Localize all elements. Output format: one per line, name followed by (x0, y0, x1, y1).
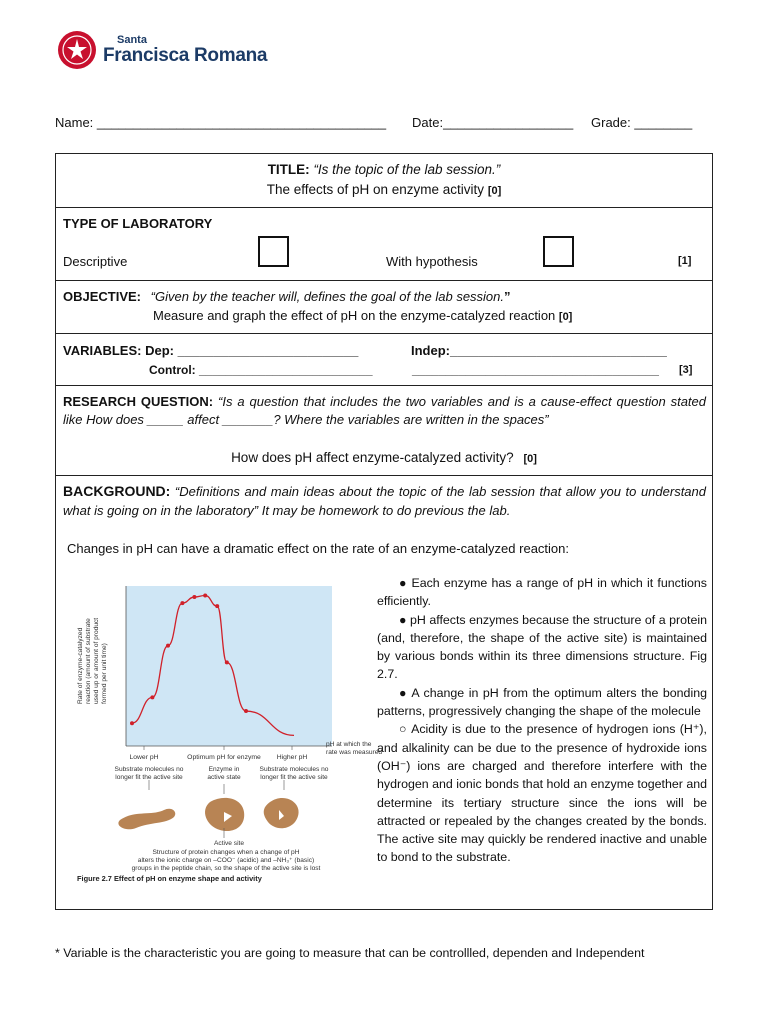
brand-line2: Francisca Romana (103, 45, 268, 66)
svg-text:formed per unit time): formed per unit time) (101, 643, 108, 704)
data-point (166, 644, 170, 648)
bullet-item: ○ Acidity is due to the presence of hydrogen ions (H⁺), and alkalinity can be due to the presence of hydroxide ions (OH⁻) ions are charged and therefore interfere with the hydrogen and ionic bonds that hold an enzyme together and determine its tertiary structure since the ions will be attracted or repealed by the changes created by the bonds. The active site may quickly be rendered inactive and unable to bond to the substrate. (377, 722, 707, 865)
objective-row (56, 281, 712, 334)
objective-label: OBJECTIVE: (63, 289, 142, 304)
title-mark: [0] (487, 185, 502, 197)
title-hint: “Is the topic of the lab session.” (309, 162, 501, 177)
svg-text:used up or amount of product: used up or amount of product (93, 617, 100, 704)
control-variable-field[interactable]: Control: __________________________ (149, 363, 373, 377)
objective-mark: [0] (558, 311, 573, 323)
hypothesis-label: With hypothesis (386, 254, 478, 269)
brand-line1: Santa (117, 34, 147, 46)
research-mark: [0] (523, 453, 537, 465)
control-variable-field-2[interactable]: _____________________________________ (412, 363, 659, 377)
lab-type-mark: [1] (678, 255, 692, 267)
denatured-enzyme-left (118, 809, 175, 830)
svg-text:Structure of protein changes w: Structure of protein changes when a change of pH (152, 849, 300, 856)
svg-text:Optimum pH for enzyme: Optimum pH for enzyme (187, 754, 261, 761)
title-label: TITLE: (267, 162, 310, 177)
date-field[interactable]: Date:__________________ (412, 115, 574, 130)
data-point (215, 604, 219, 608)
independent-variable-field[interactable]: Indep:______________________________ (411, 343, 667, 358)
name-field[interactable]: Name: ________________________________________ (55, 115, 387, 130)
active-site-label: Active site (214, 840, 245, 847)
research-label: RESEARCH QUESTION: (63, 394, 214, 409)
school-logo (57, 30, 267, 70)
svg-text:pH at which the: pH at which the (326, 741, 372, 748)
data-point (180, 601, 184, 605)
variables-row (56, 334, 712, 386)
enzyme-ph-figure (74, 584, 383, 884)
objective-hint: “Given by the teacher will, defines the goal of the lab session. (150, 289, 505, 304)
background-intro: Changes in pH can have a dramatic effect on the rate of an enzyme-catalyzed reaction: (67, 541, 569, 556)
svg-text:Lower pH: Lower pH (129, 754, 159, 761)
svg-text:longer fit the active site: longer fit the active site (260, 774, 328, 781)
descriptive-checkbox[interactable] (258, 236, 289, 267)
dependent-variable-field[interactable]: VARIABLES: Dep: _________________________ (63, 343, 359, 358)
background-bullets (377, 574, 707, 867)
data-point (130, 721, 134, 725)
objective-text: Measure and graph the effect of pH on the enzyme-catalyzed reaction (153, 308, 556, 323)
figure-title: Figure 2.7 Effect of pH on enzyme shape and activity (77, 874, 262, 883)
bullet-item: ● A change in pH from the optimum alters the bonding patterns, progressively changing the shape of the molecule (377, 685, 707, 719)
research-question-row (56, 386, 712, 476)
x-axis-note (326, 741, 382, 756)
lab-type-label: TYPE OF LABORATORY (63, 216, 213, 231)
bullet-item: ● Each enzyme has a range of pH in which it functions efficiently. (377, 576, 707, 609)
research-question-text: How does pH affect enzyme-catalyzed activity? (231, 450, 514, 465)
enzyme-states (115, 766, 329, 781)
svg-text:Substrate molecules no: Substrate molecules no (259, 766, 329, 773)
x-axis-ticks (129, 746, 307, 761)
student-info-line (55, 115, 715, 130)
grade-field[interactable]: Grade: ________ (591, 115, 693, 130)
svg-text:groups in the peptide chain, s: groups in the peptide chain, so the shape of the active site is lost (131, 865, 321, 872)
svg-text:longer fit the active site: longer fit the active site (115, 774, 183, 781)
svg-text:active state: active state (207, 774, 241, 781)
figure-caption (132, 849, 321, 872)
lab-type-row (56, 208, 712, 281)
svg-text:reaction (amount of substrate: reaction (amount of substrate (85, 618, 92, 704)
data-point (150, 695, 154, 699)
data-point (244, 709, 248, 713)
research-hint: “Is a question that includes the two variables and is a cause-effect question stated like How does _____ affect _______? Where the variables are written in the spaces” (63, 394, 707, 427)
svg-text:rate was measured: rate was measured (326, 749, 383, 756)
svg-text:Rate of enzyme-catalyzed: Rate of enzyme-catalyzed (77, 627, 84, 704)
data-point (225, 660, 229, 664)
background-row (56, 476, 712, 911)
graph-panel (126, 586, 332, 746)
svg-text:Substrate molecules no: Substrate molecules no (114, 766, 184, 773)
footnote: * Variable is the characteristic you are going to measure that can be controllled, dependen and Independent (55, 946, 645, 960)
title-text: The effects of pH on enzyme activity (266, 182, 485, 197)
hypothesis-checkbox[interactable] (543, 236, 574, 267)
background-label: BACKGROUND: (63, 483, 171, 499)
background-hint: “Definitions and main ideas about the topic of the lab session that allow you to understand what is going on in the laboratory” It may be homework to do previous the lab. (63, 484, 706, 518)
svg-text:alters the ionic charge on –CO: alters the ionic charge on –COO⁻ (acidic) and –NH₃⁺ (basic) (137, 857, 315, 864)
bullet-item: ● pH affects enzymes because the structure of a protein (and, therefore, the shape of the active site) is maintained by various bonds within its three dimensions structure. Fig 2.7. (377, 612, 707, 682)
svg-text:Higher pH: Higher pH (276, 754, 308, 761)
data-point (192, 595, 196, 599)
svg-text:Enzyme in: Enzyme in (208, 766, 240, 773)
objective-hint-end: ” (504, 289, 511, 304)
variables-mark: [3] (679, 364, 693, 376)
title-row (56, 154, 712, 208)
descriptive-label: Descriptive (63, 254, 128, 269)
crest-icon (57, 30, 97, 70)
y-axis-label (77, 618, 108, 704)
data-point (203, 594, 207, 598)
lab-report-form (55, 153, 713, 910)
